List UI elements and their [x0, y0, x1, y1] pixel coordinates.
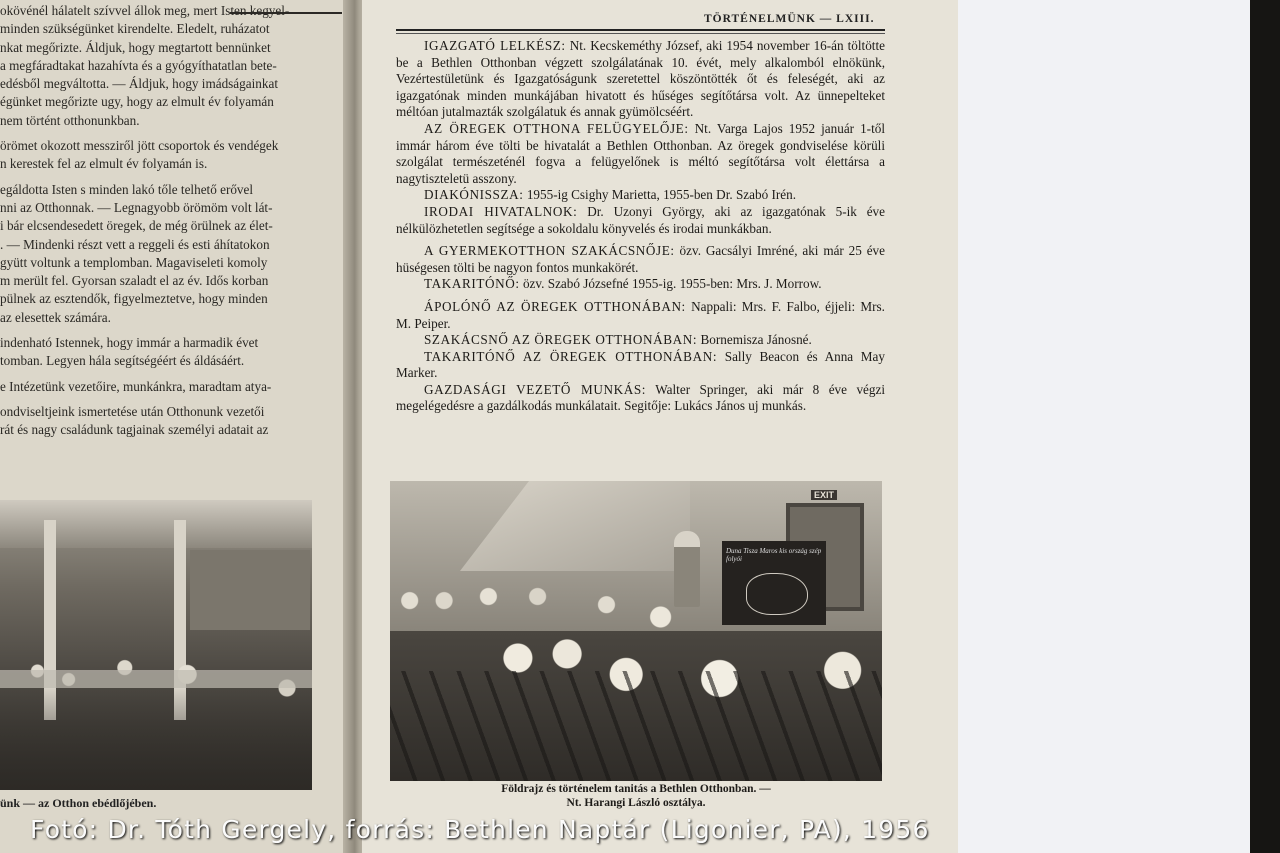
left-page-line: edésből megváltotta. — Áldjuk, hogy imádságainkat — [0, 76, 278, 92]
staff-entry — [396, 332, 885, 349]
line-gap — [0, 130, 342, 137]
left-page-line: az elesettek számára. — [0, 309, 111, 325]
left-page-text — [0, 2, 342, 440]
staff-role: AZ ÖREGEK OTTHONA FELÜGYELŐJE: — [424, 120, 689, 136]
line-gap — [0, 174, 342, 181]
staff-role: TAKARITÓNŐ: — [424, 276, 520, 292]
line-gap — [0, 396, 342, 403]
staff-entry — [396, 299, 885, 332]
header-rule — [396, 29, 885, 31]
staff-details: Nappali: Mrs. F. Falbo, éjjeli: Mrs. M. Peiper. — [396, 298, 885, 331]
white-sheet — [958, 0, 1250, 853]
dining-room-photo — [0, 500, 312, 790]
staff-details: Bornemisza Jánosné. — [697, 332, 812, 348]
staff-role: TAKARITÓNŐ AZ ÖREGEK OTTHONÁBAN: — [424, 348, 718, 364]
left-page-line: . — Mindenki részt vett a reggeli és esti áhítatokon — [0, 236, 270, 252]
classroom-caption-line1: Földrajz és történelem tanitás a Bethlen Otthonban. — — [501, 783, 771, 795]
left-page-line: m merült fel. Gyorsan szaladt el az év. Idős korban — [0, 273, 269, 289]
left-page-line: n kerestek fel az elmult év folyamán is. — [0, 156, 208, 172]
staff-entry — [396, 38, 885, 121]
left-page-line: i bár elcsendesedett öregek, de még örülnek az élet- — [0, 218, 273, 234]
staff-details: Dr. Uzonyi György, aki az igazgatónak 5-ik éve nélkülözhetetlen segítsége a sokoldalu könyvelés és irodai munkákban. — [396, 203, 885, 236]
staff-details: Sally Beacon és Anna May Marker. — [396, 348, 885, 381]
left-page-line: ondviseltjeink ismertetése után Otthonunk vezetői — [0, 403, 265, 419]
left-page-line: rát és nagy családunk tagjainak személyi adatait az — [0, 422, 269, 438]
line-gap — [0, 327, 342, 334]
chalkboard-text: Duna Tisza Maros kis ország szép folyói — [726, 547, 822, 563]
staff-details: 1955-ig Csighy Marietta, 1955-ben Dr. Szabó Irén. — [523, 187, 797, 203]
staff-entry — [396, 121, 885, 187]
staff-entry — [396, 276, 885, 293]
line-gap — [0, 371, 342, 378]
left-page-line: e Intézetünk vezetőire, munkánkra, maradtam atya- — [0, 378, 272, 394]
classroom-caption — [390, 782, 882, 810]
left-page-line: nkat megőrizte. Áldjuk, hogy megtartott bennünket — [0, 39, 271, 55]
staff-entry — [396, 349, 885, 382]
left-page-line: tomban. Legyen hála segítségéért és áldásáért. — [0, 353, 245, 369]
staff-entry — [396, 204, 885, 237]
left-page-line: indenható Istennek, hogy immár a harmadik évet — [0, 335, 259, 351]
left-page-line: örömet okozott messziről jött csoportok és vendégek — [0, 138, 279, 154]
staff-role: SZAKÁCSNŐ AZ ÖREGEK OTTHONÁBAN: — [424, 332, 698, 348]
running-head: TÖRTÉNELMÜNK — LXIII. — [704, 13, 875, 25]
left-page-line: minden szükségünket kirendelte. Eledelt, ruházatot — [0, 21, 270, 37]
left-page-line: pülnek az esztendők, figyelmeztetve, hogy minden — [0, 291, 268, 307]
classroom-caption-line2: Nt. Harangi László osztálya. — [566, 797, 706, 809]
staff-entry — [396, 382, 885, 415]
staff-role: IGAZGATÓ LELKÉSZ: — [424, 38, 566, 53]
staff-details: Walter Springer, aki már 8 éve végzi megelégedésre a gazdálkodás munkálatait. Segitője: Lukács János uj munkás. — [396, 381, 886, 414]
staff-details: Nt. Varga Lajos 1952 január 1-től immár három éve tölti be hivatalát a Bethlen Otthonban. Az öregek gondviselése körüli szolgálat természeténél fogva a felügyelőnek is méltó segítőtársa volt élettársa a nagytiszteletü asszony. — [396, 120, 885, 186]
staff-role: DIAKÓNISSZA: — [424, 187, 524, 203]
staff-details: özv. Gacsályi Imréné, aki már 25 éve hüségesen tölti be nagyon fontos munkakörét. — [396, 243, 886, 275]
header-rule-thin — [396, 33, 885, 34]
left-page-line: gyütt voltunk a templomban. Magaviseleti komoly — [0, 254, 268, 270]
staff-role: GAZDASÁGI VEZETŐ MUNKÁS: — [424, 381, 647, 397]
dining-room-caption: ünk — az Otthon ebédlőjében. — [0, 796, 157, 810]
exit-sign: EXIT — [811, 490, 837, 500]
staff-details: Nt. Kecskeméthy József, aki 1954 november 16-án töltötte be a Bethlen Otthonban végzett szolgálatának 10. évét, mely alkalomból elnökünk, Vezértestületünk és Igazgatóságunk szeretettel köszöntötték őt és feleségét, aki az igazgatónak minden munkájában hivatott és hűséges segítőtársa volt. Az ünnepelteket méltóan jutalmazták szolgálatuk és annak gyümölcséért. — [396, 38, 885, 120]
dark-background-edge — [1250, 0, 1280, 853]
staff-role: A GYERMEKOTTHON SZAKÁCSNŐJE: — [424, 243, 675, 259]
left-page-line: a megfáradtakat hazahívta és a gyógyíthatatlan bete- — [0, 57, 277, 73]
left-page-line: egáldotta Isten s minden lakó tőle telhető erővel — [0, 181, 254, 197]
staff-role: IRODAI HIVATALNOK: — [424, 203, 578, 219]
left-page — [0, 0, 352, 853]
staff-details: özv. Szabó Józsefné 1955-ig. 1955-ben: Mrs. J. Morrow. — [519, 276, 822, 292]
left-page-line: égünket megőrizte ugy, hogy az elmult év folyamán — [0, 94, 274, 110]
left-page-line: nni az Otthonnak. — Legnagyobb örömöm volt lát- — [0, 199, 273, 215]
left-page-line: okövénél hálatelt szívvel állok meg, mert Isten kegyel- — [0, 3, 290, 18]
left-page-line: nem történt otthonunkban. — [0, 112, 140, 128]
staff-list-text — [396, 38, 885, 415]
classroom-photo — [390, 481, 882, 781]
photo-credit-watermark: Fotó: Dr. Tóth Gergely, forrás: Bethlen Naptár (Ligonier, PA), 1956 — [30, 815, 930, 844]
staff-entry — [396, 187, 885, 204]
staff-role: ÁPOLÓNŐ AZ ÖREGEK OTTHONÁBAN: — [424, 298, 686, 314]
staff-entry — [396, 243, 885, 276]
